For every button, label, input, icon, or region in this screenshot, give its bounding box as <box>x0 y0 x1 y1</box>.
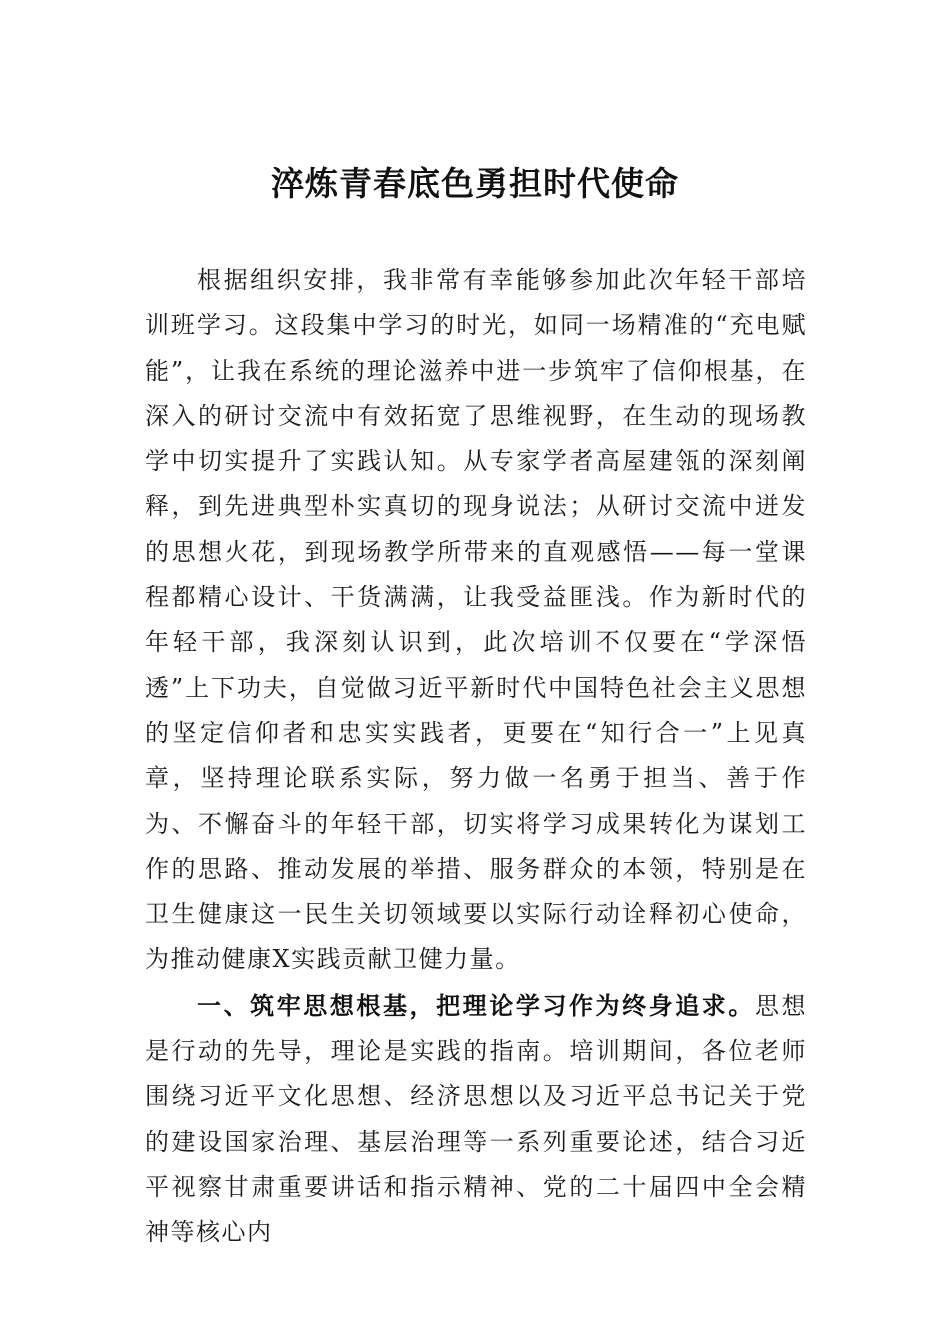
paragraph-text: 根据组织安排，我非常有幸能够参加此次年轻干部培训班学习。这段集中学习的时光，如同一场精准的“充电赋能”，让我在系统的理论滋养中进一步筑牢了信仰根基，在深入的研讨交流中有效拓宽了思维视野，在生动的现场教学中切实提升了实践认知。从专家学者高屋建瓴的深刻阐释，到先进典型朴实真切的现身说法；从研讨交流中迸发的思想火花，到现场教学所带来的直观感悟——每一堂课程都精心设计、干货满满，让我受益匪浅。作为新时代的年轻干部，我深刻认识到，此次培训不仅要在“学深悟透”上下功夫，自觉做习近平新时代中国特色社会主义思想的坚定信仰者和忠实实践者，更要在“知行合一”上见真章，坚持理论联系实际，努力做一名勇于担当、善于作为、不懈奋斗的年轻干部，切实将学习成果转化为谋划工作的思路、推动发展的举措、服务群众的本领，特别是在卫生健康这一民生关切领域要以实际行动诠释初心使命，为推动健康X实践贡献卫健力量。 <box>145 266 807 974</box>
document-body <box>145 258 807 1256</box>
document-title: 淬炼青春底色勇担时代使命 <box>271 164 679 203</box>
paragraph-text: 思想是行动的先导，理论是实践的指南。培训期间，各位老师围绕习近平文化思想、经济思想以及习近平总书记关于党的建设国家治理、基层治理等一系列重要论述，结合习近平视察甘肃重要讲话和指示精神、党的二十届四中全会精神等核心内 <box>145 991 808 1247</box>
section-heading: 一、筑牢思想根基，把理论学习作为终身追求。 <box>197 990 755 1020</box>
paragraph-section-one <box>145 983 807 1256</box>
paragraph-intro <box>145 258 807 983</box>
